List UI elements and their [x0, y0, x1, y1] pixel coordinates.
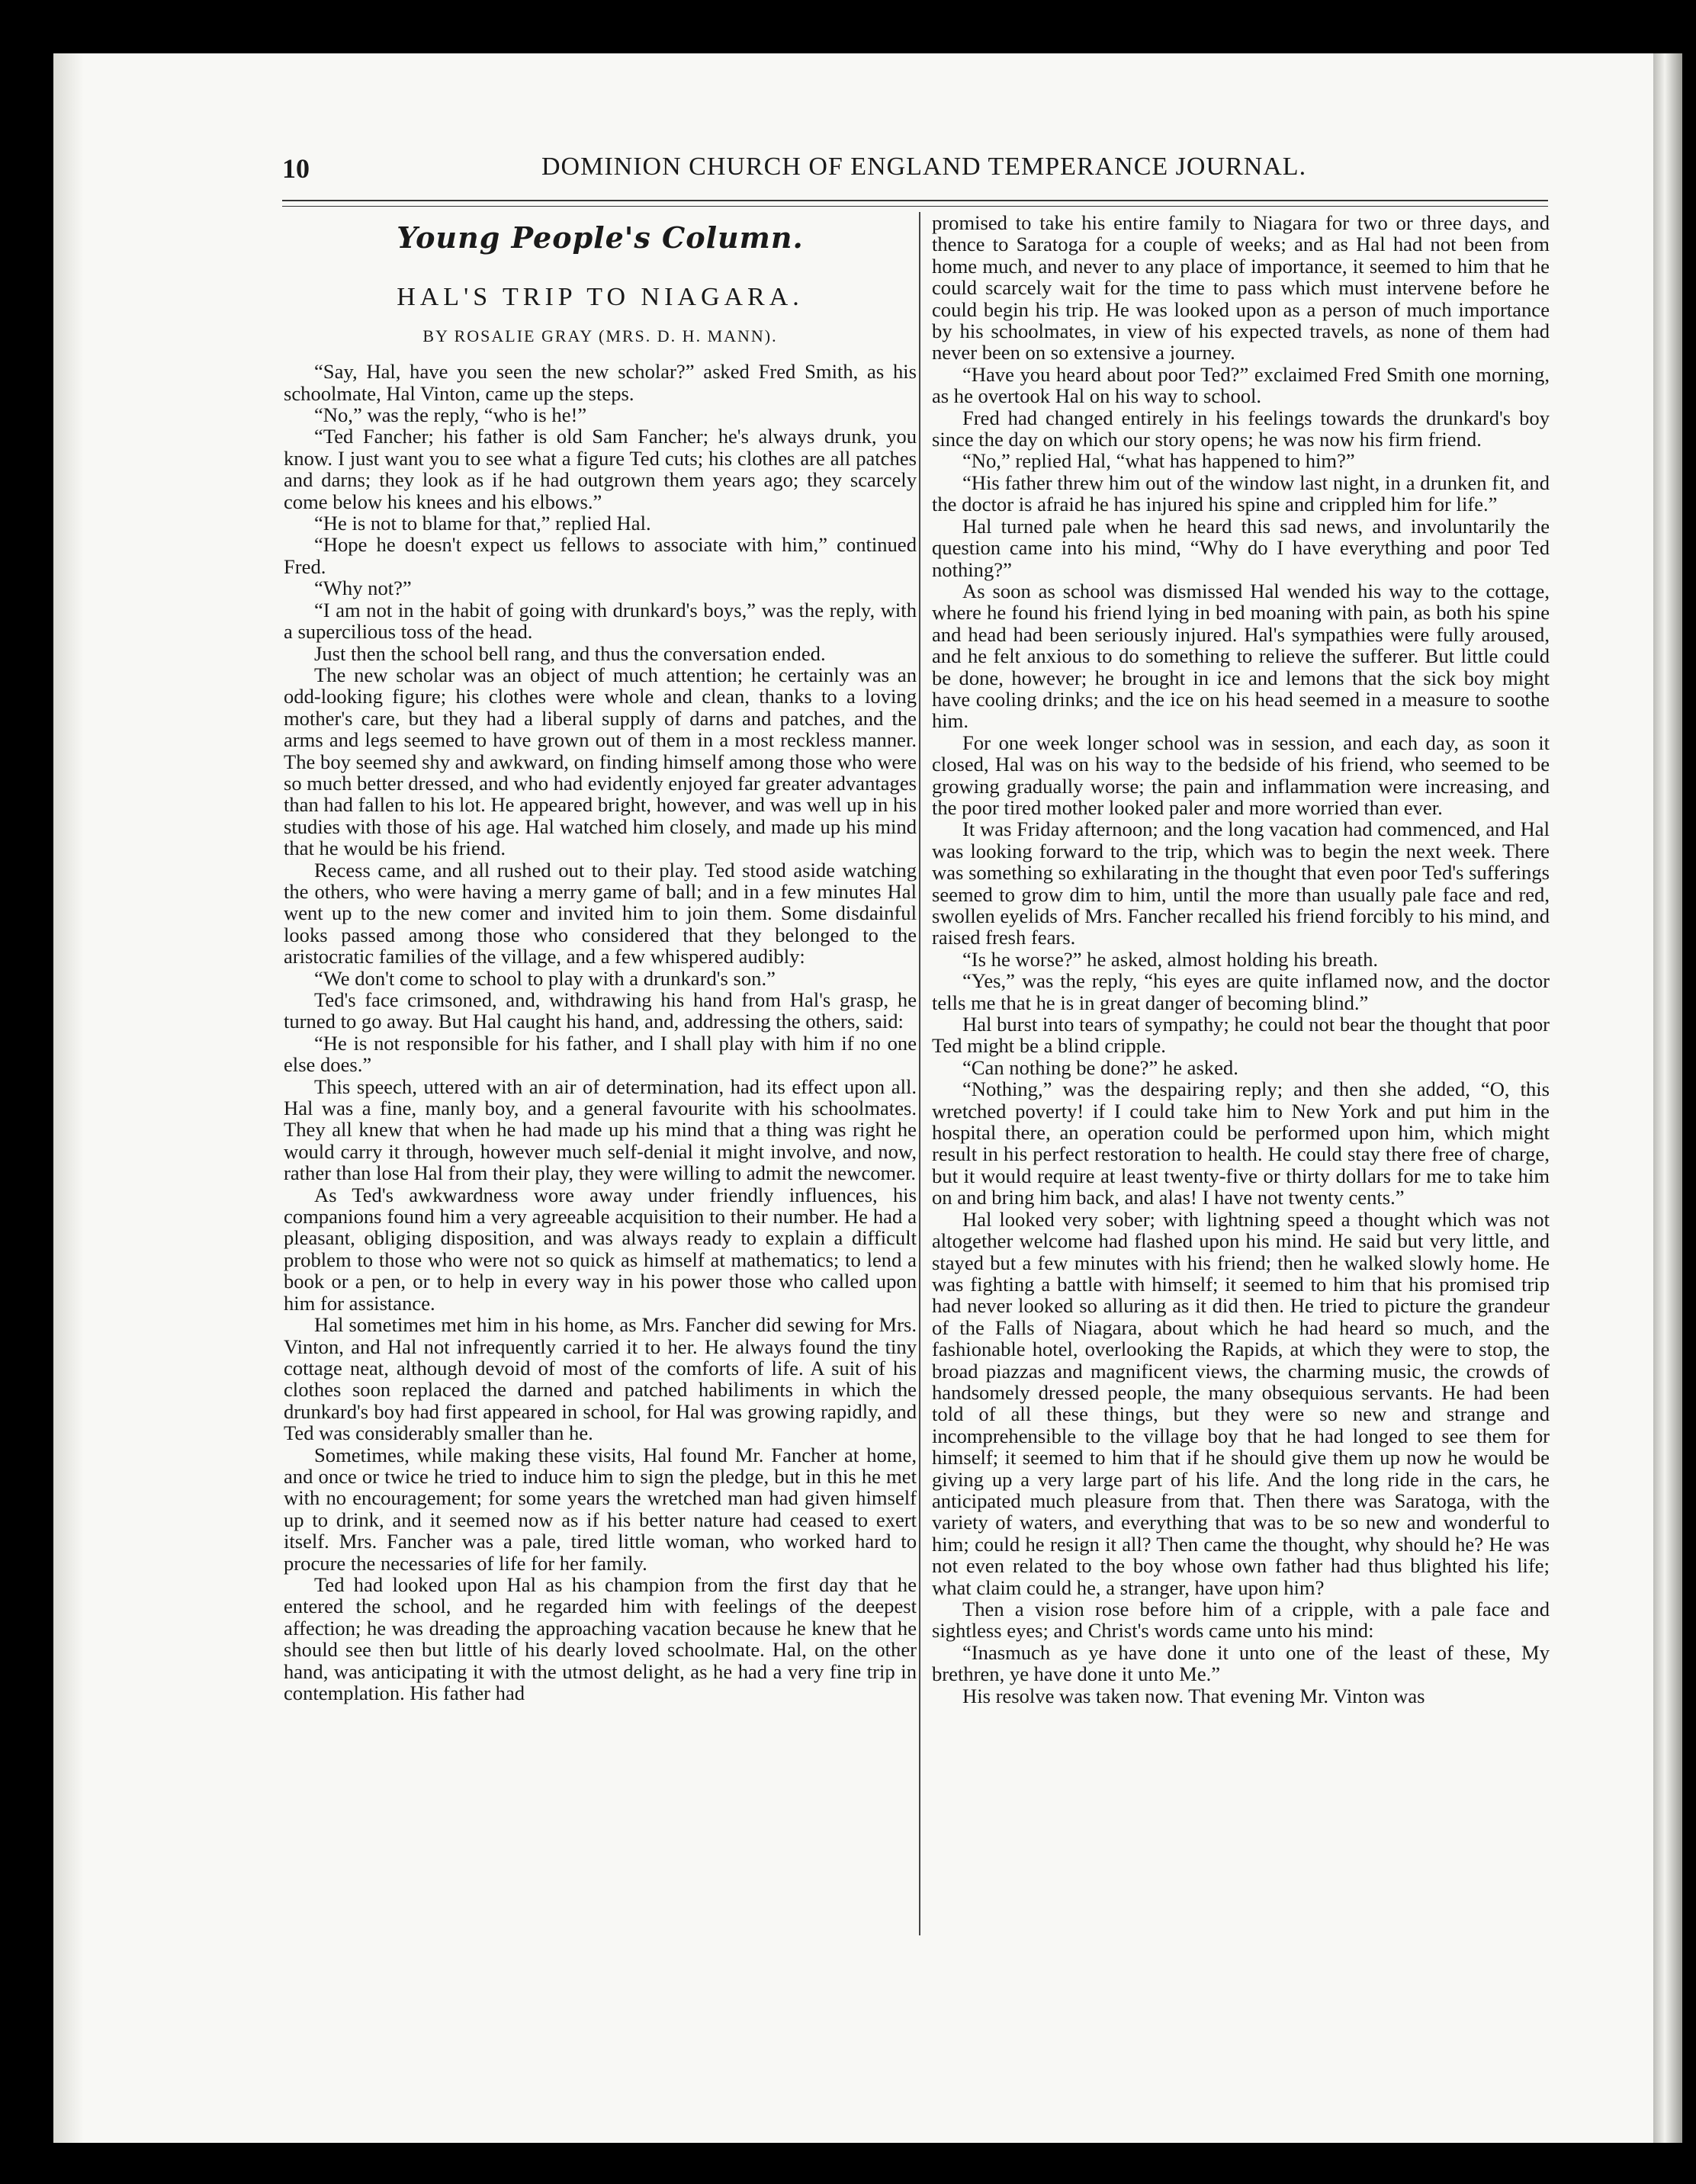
paragraph: “Hope he doesn't expect us fellows to associate with him,” continued Fred.	[284, 533, 917, 578]
paragraph: “Say, Hal, have you seen the new scholar?” asked Fred Smith, as his schoolmate, Hal Vinton, came up the steps.	[284, 360, 917, 405]
paragraph: Hal turned pale when he heard this sad news, and involuntarily the question came into his mind, “Why do I have everything and poor Ted nothing?”	[932, 514, 1550, 581]
paragraph: His resolve was taken now. That evening Mr. Vinton was	[962, 1684, 1425, 1707]
paragraph: “We don't come to school to play with a drunkard's son.”	[314, 966, 776, 990]
paragraph: “Ted Fancher; his father is old Sam Fancher; he's always drunk, you know. I just want you to see what a figure Ted cuts; his clothes are all patches and darns; they look as if he had outgrown them years ago; they scarcely come below his knees and his elbows.”	[284, 425, 917, 513]
paragraph: Hal looked very sober; with lightning speed a thought which was not altogether welcome had flashed upon his mind. He said but very little, and stayed but a few minutes with his friend; then he walked slowly home. He was fighting a battle with himself; it seemed to him that his promised trip had never looked so alluring as it did then. He tried to picture the grandeur of the Falls of Niagara, about which he had heard so much, and the fashionable hotel, overlooking the Rapids, at which they were to stop, the broad piazzas and magnificent views, the charming music, the crowds of handsomely dressed people, the many obsequious servants. He had been told of all these things, but they were so new and strange and incomprehensible to the village boy that he had longed to see them for himself; it seemed to him that if he should give them up now he would be giving up a very large part of his life. And the long ride in the cars, he anticipated much pleasure from that. Then there was Saratoga, with the variety of waters, and everything that was to be so new and wonderful to him; could he resign it all? Then came the thought, why should he? He was not even related to the boy whose own father had thus blighted his life; what claim could he, a stranger, have upon him?	[932, 1207, 1550, 1599]
paragraph: Just then the school bell rang, and thus the conversation ended.	[314, 641, 826, 665]
paragraph: “No,” replied Hal, “what has happened to him?”	[962, 449, 1355, 473]
paragraph: “His father threw him out of the window last night, in a drunken fit, and the doctor is afraid he has injured his spine and crippled him for life.”	[932, 471, 1550, 516]
byline: BY ROSALIE GRAY (MRS. D. H. MANN).	[422, 326, 778, 345]
paragraph: Ted's face crimsoned, and, withdrawing his hand from Hal's grasp, he turned to go away. But Hal caught his hand, and, addressing the others, said:	[284, 988, 917, 1033]
running-head: DOMINION CHURCH OF ENGLAND TEMPERANCE JOURNAL.	[541, 153, 1307, 181]
paragraph: “He is not to blame for that,” replied Hal.	[314, 512, 651, 535]
binding-shadow	[53, 53, 84, 2143]
paragraph: For one week longer school was in session, and each day, as soon it closed, Hal was on his way to the bedside of his friend, who seemed to be growing gradually worse; the pain and inflammation were increasing, and the poor tired mother looked paler and more worried than ever.	[932, 731, 1550, 819]
paragraph: “He is not responsible for his father, and I shall play with him if no one else does.”	[284, 1031, 917, 1077]
page-edge	[1653, 53, 1682, 2143]
paragraph: “Is he worse?” he asked, almost holding his breath.	[962, 947, 1379, 971]
header-rule	[282, 200, 1548, 201]
paragraph: “Nothing,” was the despairing reply; and then she added, “O, this wretched poverty! if I could take him to New York and put him in the hospital there, an operation could be performed upon him, which might result in his perfect restoration to health. He could stay there free of charge, but it would require at least twenty-five or thirty dollars for me to take him on and bring him back, and alas! I have not twenty cents.”	[932, 1078, 1550, 1209]
column-heading: Young People's Column.	[397, 220, 804, 255]
paragraph: “Have you heard about poor Ted?” exclaimed Fred Smith one morning, as he overtook Hal on his way to school.	[932, 362, 1550, 408]
paragraph: “Inasmuch as ye have done it unto one of the least of these, My brethren, ye have done it unto Me.”	[932, 1640, 1550, 1686]
paragraph: promised to take his entire family to Niagara for two or three days, and thence to Saratoga for a couple of weeks; and as Hal had not been from home much, and never to any place of importance, it seemed to him that he could scarcely wait for the time to pass which must intervene before he could begin his trip. He was looked upon as a person of much importance by his schoolmates, in view of his expected travels, as none of them had never been on so extensive a journey.	[932, 211, 1550, 365]
paragraph: Hal burst into tears of sympathy; he could not bear the thought that poor Ted might be a blind cripple.	[932, 1013, 1550, 1058]
story-title: HAL'S TRIP TO NIAGARA.	[397, 283, 804, 312]
paragraph: Then a vision rose before him of a cripple, with a pale face and sightless eyes; and Christ's words came unto his mind:	[932, 1598, 1550, 1643]
paragraph: Sometimes, while making these visits, Hal found Mr. Fancher at home, and once or twice he tried to induce him to sign the pledge, but in this he met with no encouragement; for some years the wretched man had given himself up to drink, and it seemed now as if his better nature had ceased to exert itself. Mrs. Fancher was a pale, tired little woman, who worked hard to procure the necessaries of life for her family.	[284, 1443, 917, 1575]
right-column	[932, 212, 1550, 1707]
column-divider	[919, 212, 920, 1935]
paragraph: This speech, uttered with an air of determination, had its effect upon all. Hal was a fine, manly boy, and a general favourite with his schoolmates. They all knew that when he had made up his mind that a thing was right he would carry it through, however much self-denial it might involve, and now, rather than lose Hal from their play, they were willing to admit the newcomer.	[284, 1074, 917, 1185]
paragraph: “Can nothing be done?” he asked.	[962, 1055, 1238, 1079]
paragraph: Ted had looked upon Hal as his champion from the first day that he entered the school, and he regarded him with feelings of the deepest affection; he was dreading the approaching vacation because he knew that he should see then but little of his dearly loved schoolmate. Hal, on the other hand, was anticipating it with the utmost delight, as he had a very fine trip in contemplation. His father had	[284, 1572, 917, 1704]
paragraph: “No,” was the reply, “who is he!”	[314, 403, 587, 427]
left-column	[284, 214, 917, 1704]
paragraph: The new scholar was an object of much attention; he certainly was an odd-looking figure; his clothes were whole and clean, thanks to a loving mother's care, but they had a liberal supply of darns and patches, and the arms and legs seemed to have grown out of them in a most reckless manner. The boy seemed shy and awkward, on finding himself among those who were so much better dressed, and who had evidently enjoyed far greater advantages than had fallen to his lot. He appeared bright, however, and was well up in his studies with those of his age. Hal watched him closely, and made up his mind that he would be his friend.	[284, 663, 917, 860]
paragraph: “Why not?”	[314, 577, 412, 600]
paragraph: As Ted's awkwardness wore away under friendly influences, his companions found him a very agreeable acquisition to their number. He had a pleasant, obliging disposition, and was always ready to explain a difficult problem to those who were not so quick as himself at mathematics; to lend a book or a pen, or to help in every way in his power those who called upon him for assistance.	[284, 1183, 917, 1315]
paragraph: Fred had changed entirely in his feelings towards the drunkard's boy since the day on which our story opens; he was now his firm friend.	[932, 406, 1550, 451]
paragraph: As soon as school was dismissed Hal wended his way to the cottage, where he found his friend lying in bed moaning with pain, as both his spine and head had been seriously injured. Hal's sympathies were fully aroused, and he felt anxious to do something to relieve the sufferer. But little could be done, however; he brought in ice and lemons that the sick boy might have cooling drinks; and the ice on his head seemed in a measure to soothe him.	[932, 579, 1550, 733]
paragraph: Hal sometimes met him in his home, as Mrs. Fancher did sewing for Mrs. Vinton, and Hal not infrequently carried it to her. He always found the tiny cottage neat, although devoid of most of the comforts of life. A suit of his clothes soon replaced the darned and patched habiliments in which the drunkard's boy had first appeared in school, for Hal was growing rapidly, and Ted was considerably smaller than he.	[284, 1313, 917, 1445]
page-number: 10	[282, 153, 310, 184]
header-rule-thin	[282, 206, 1548, 207]
paragraph: “I am not in the habit of going with drunkard's boys,” was the reply, with a supercilious toss of the head.	[284, 598, 917, 644]
paragraph: “Yes,” was the reply, “his eyes are quite inflamed now, and the doctor tells me that he is in great danger of becoming blind.”	[932, 969, 1550, 1014]
page-header	[282, 146, 1540, 192]
paragraph: Recess came, and all rushed out to their play. Ted stood aside watching the others, who were having a merry game of ball; and in a few minutes Hal went up to the new comer and invited him to join them. Some disdainful looks passed among those who considered that they belonged to the aristocratic families of the village, and a few whispered audibly:	[284, 858, 917, 968]
paragraph: It was Friday afternoon; and the long vacation had commenced, and Hal was looking forward to the trip, which was to begin the next week. There was something so exhilarating in the thought that even poor Ted's sufferings seemed to grow dim to him, until the more than usually pale face and red, swollen eyelids of Mrs. Fancher recalled his friend forcibly to his mind, and raised fresh fears.	[932, 817, 1550, 949]
